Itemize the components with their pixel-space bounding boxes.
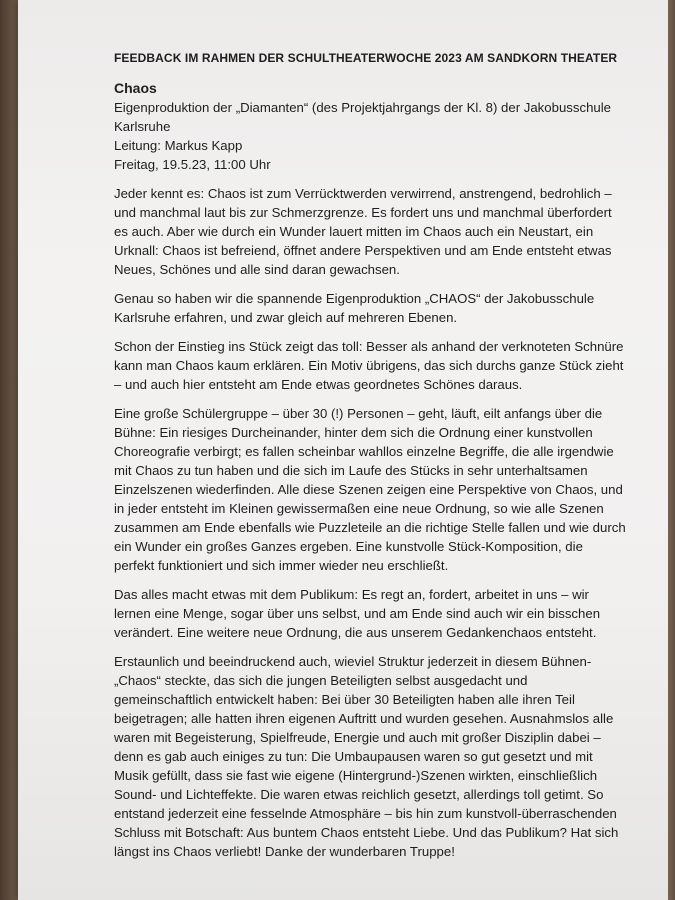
document-heading: FEEDBACK IM RAHMEN DER SCHULTHEATERWOCHE 2023 AM SANDKORN THEATER bbox=[114, 51, 618, 65]
production-director: Leitung: Markus Kapp bbox=[114, 138, 243, 153]
feedback-document bbox=[114, 50, 626, 871]
paragraph-audience: Das alles macht etwas mit dem Publikum: Es regt an, fordert, arbeitet in uns – wir lernen eine Menge, sogar über uns selbst, und am Ende sind auch wir ein bisschen verändert. Eine weitere neue Ordnung, die aus unserem Gedankenchaos entsteht. bbox=[114, 587, 601, 640]
production-title: Chaos bbox=[114, 80, 157, 96]
paragraph-intro: Jeder kennt es: Chaos ist zum Verrücktwerden verwirrend, anstrengend, bedrohlich – und manchmal laut bis zur Schmerzgrenze. Es fordert uns und manchmal überfordert es auch. Aber wie durch ein Wunder lauert mitten im Chaos auch ein Neustart, ein Urknall: Chaos ist befreiend, öffnet andere Perspektiven und am Ende entsteht etwas Neues, Schönes und alle sind daran gewachsen. bbox=[114, 186, 612, 277]
performance-date: Freitag, 19.5.23, 11:00 Uhr bbox=[114, 157, 271, 172]
paper-sheet bbox=[18, 0, 668, 900]
paragraph-opening: Schon der Einstieg ins Stück zeigt das toll: Besser als anhand der verknoteten Schnüre kann man Chaos kaum erklären. Ein Motiv übrigens, das sich durchs ganze Stück zieht – und auch hier entsteht am Ende etwas geordnetes Schönes daraus. bbox=[114, 339, 624, 392]
paragraph-choreography: Eine große Schülergruppe – über 30 (!) Personen – geht, läuft, eilt anfangs über die Bühne: Ein riesiges Durcheinander, hinter dem sich die Ordnung einer kunstvollen Choreografie verbirgt; es fallen scheinbar wahllos einzelne Begriffe, die alle irgendwie mit Chaos zu tun haben und die sich im Laufe des Stücks in sehr unterhaltsamen Einzelszenen wiederfinden. Alle diese Szenen zeigen eine Perspektive von Chaos, und in jeder entsteht im Kleinen gewissermaßen eine neue Ordnung, so wie alle Szenen zusammen am Ende ebenfalls wie Puzzleteile an die richtige Stelle fallen und wie durch ein Wunder ein großes Ganzes ergeben. Eine kunstvolle Stück-Komposition, die perfekt funktioniert und sich immer wieder neu erschließt. bbox=[114, 406, 626, 573]
paragraph-structure: Erstaunlich und beeindruckend auch, wieviel Struktur jederzeit in diesem Bühnen-„Chaos“ steckte, das sich die jungen Beteiligten selbst ausgedacht und gemeinschaftlich entwickelt haben: Bei über 30 Beteiligten haben alle ihren Teil beigetragen; alle hatten ihren eigenen Auftritt und wurden gesehen. Ausnahmslos alle waren mit Begeisterung, Spielfreude, Energie und auch mit großer Disziplin dabei – denn es gab auch einiges zu tun: Die Umbaupausen waren so gut gesetzt und mit Musik gefüllt, dass sie fast wie eigene (Hintergrund-)Szenen wirkten, einschließlich Sound- und Lichteffekte. Die waren etwas reichlich gesetzt, allerdings toll getimt. So entstand jederzeit eine fesselnde Atmosphäre – bis hin zum kunstvoll-überraschenden Schluss mit Botschaft: Aus buntem Chaos entsteht Liebe. Und das Publikum? Hat sich längst ins Chaos verliebt! Danke der wunderbaren Truppe! bbox=[114, 654, 619, 859]
production-info bbox=[114, 98, 626, 174]
production-description: Eigenproduktion der „Diamanten“ (des Projektjahrgangs der Kl. 8) der Jakobusschule Karlsruhe bbox=[114, 100, 611, 134]
paragraph-experience: Genau so haben wir die spannende Eigenproduktion „CHAOS“ der Jakobusschule Karlsruhe erfahren, und zwar gleich auf mehreren Ebenen. bbox=[114, 291, 595, 325]
